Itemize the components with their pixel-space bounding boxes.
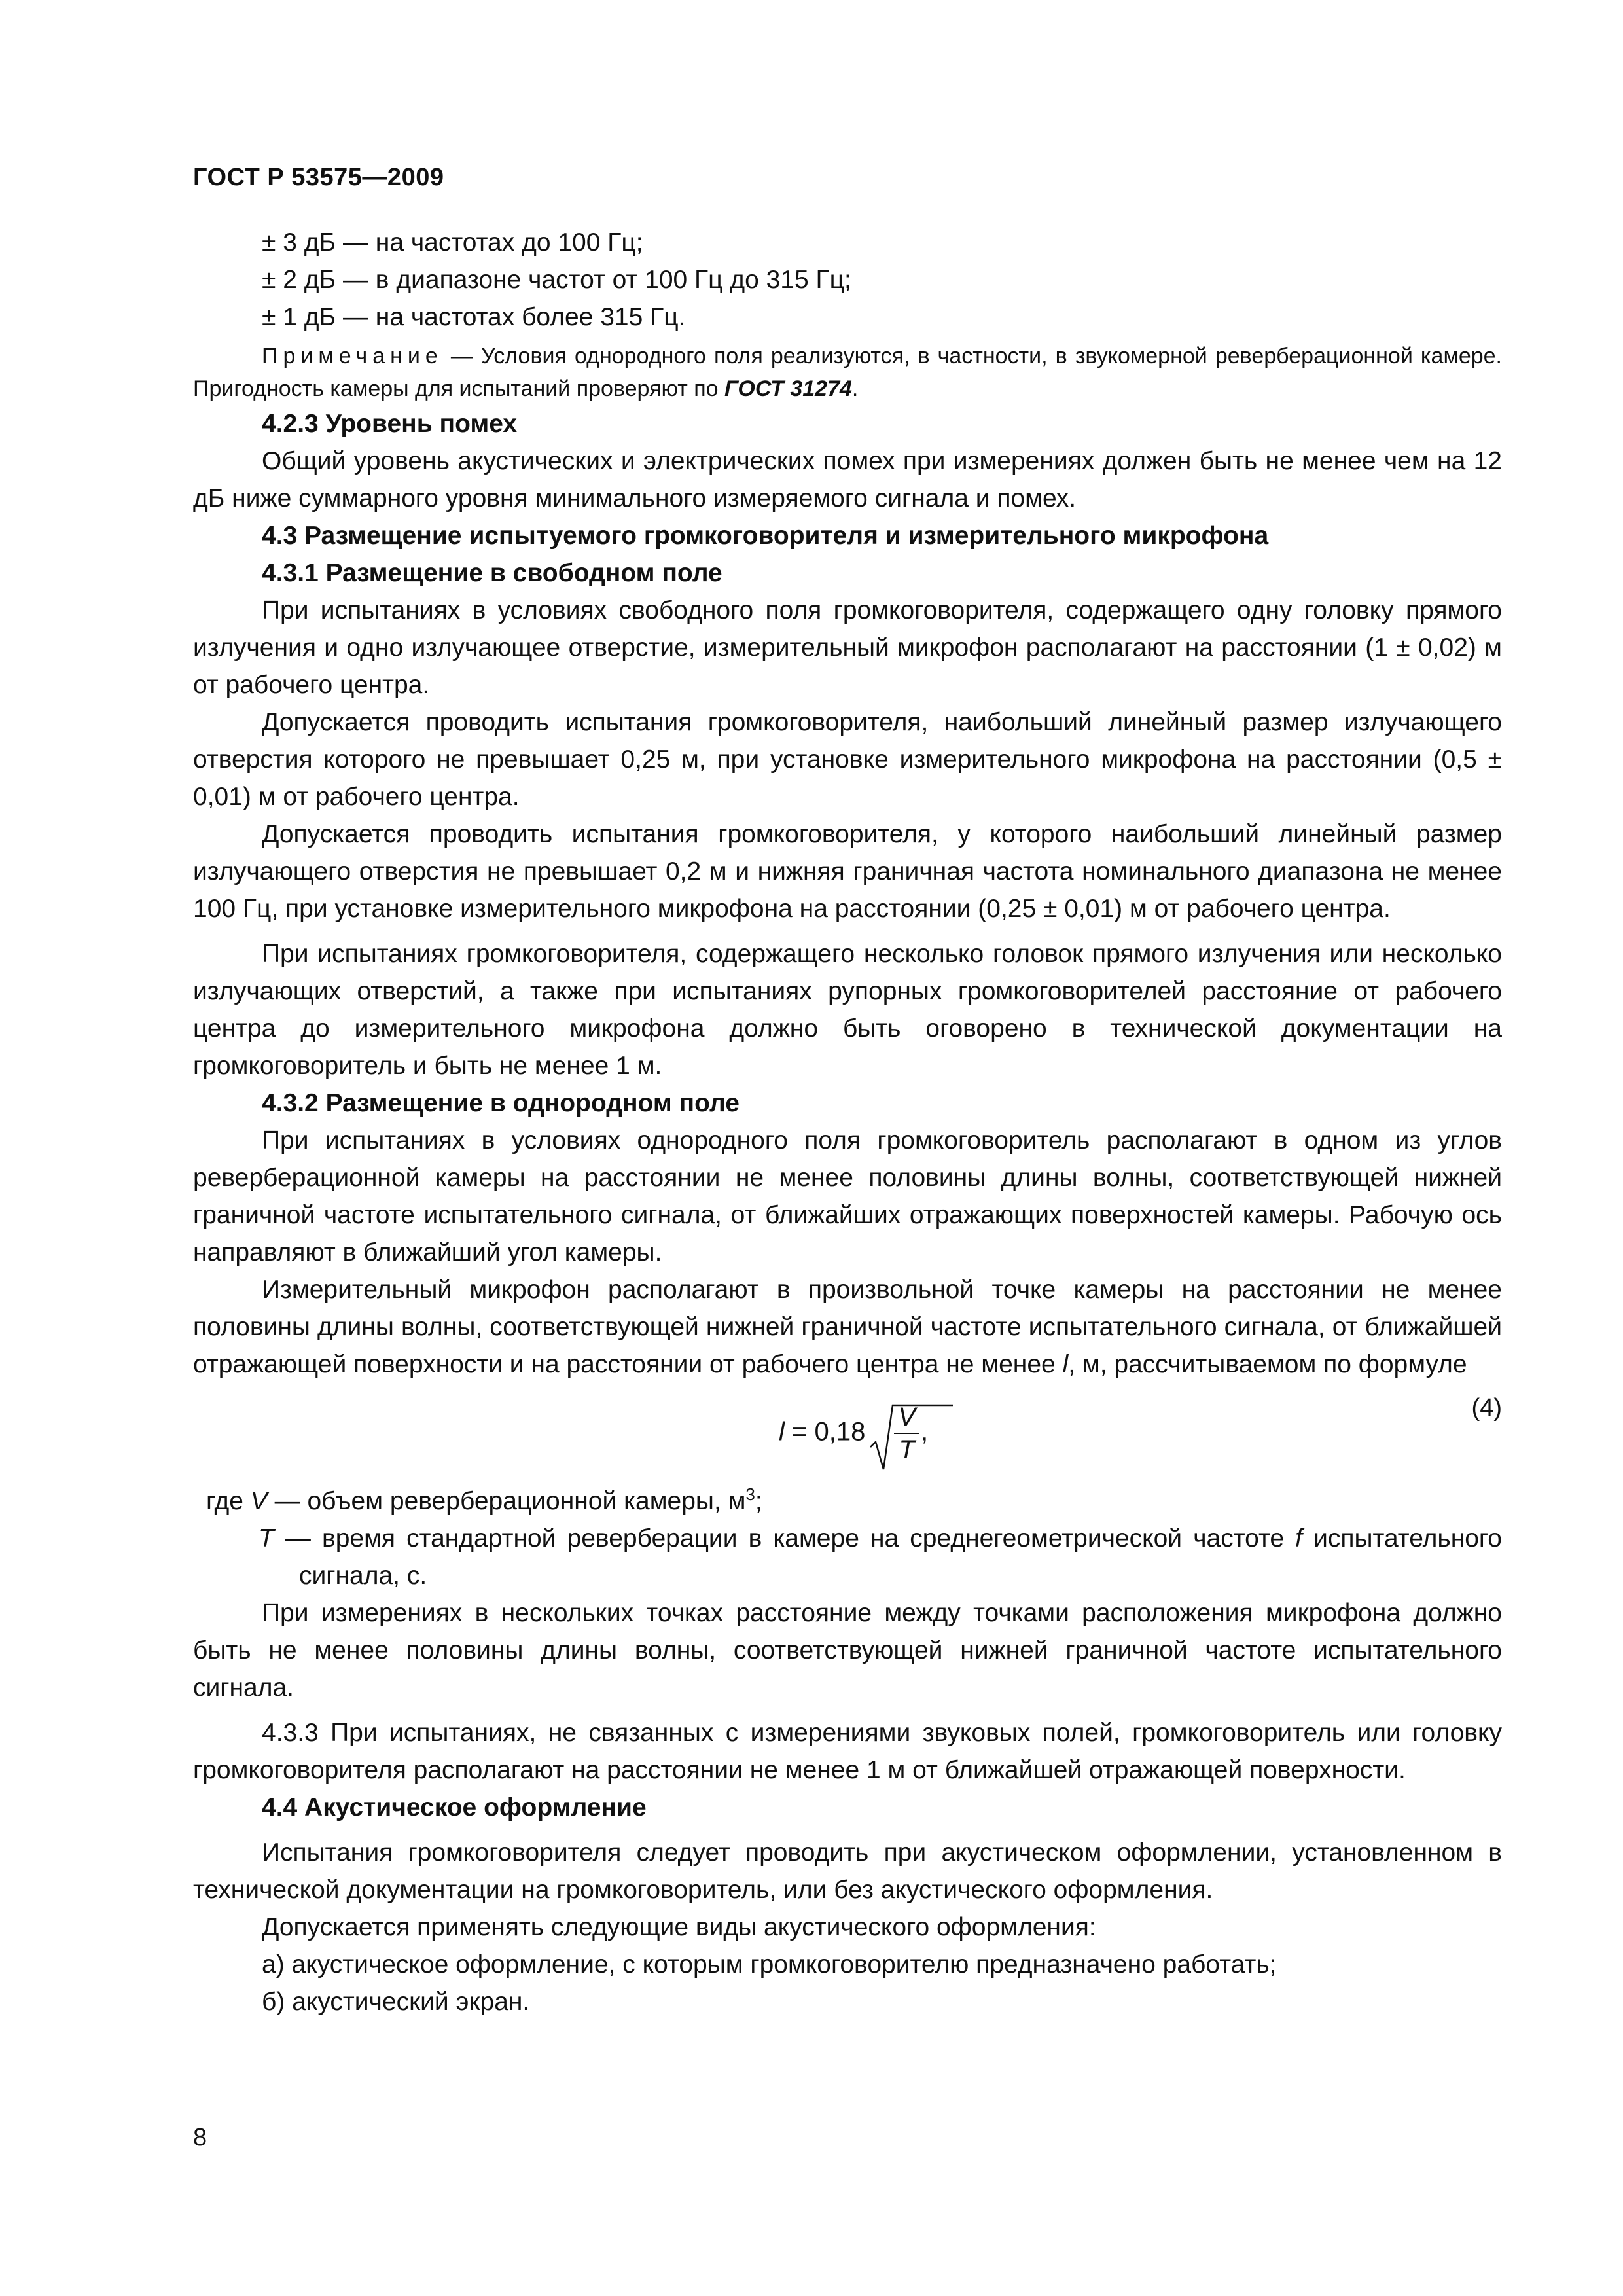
paragraph: 4.3.3 При испытаниях, не связанных с измерениями звуковых полей, громкоговоритель или головку громкоговорителя располагают на расстоянии не менее 1 м от ближайшей отражающей поверхности. [193, 1719, 1502, 1784]
where-prefix: где [206, 1487, 251, 1515]
formula-number: (4) [1471, 1394, 1502, 1422]
fraction-denominator: T [899, 1435, 915, 1464]
variable-l: l [1062, 1350, 1069, 1378]
fraction-numerator: V [894, 1401, 919, 1434]
where-text: — время стандартной реверберации в камере на среднегеометрической частоте [274, 1524, 1296, 1552]
tolerance-line: ± 3 дБ — на частотах до 100 Гц; [262, 228, 643, 257]
section-heading-4-2-3: 4.2.3 Уровень помех [262, 410, 518, 438]
variable-t: T [259, 1524, 274, 1552]
formula-expression [779, 1401, 928, 1465]
paragraph: При испытаниях громкоговорителя, содержащего несколько головок прямого излучения или несколько излучающих отверстий, а также при испытаниях рупорных громкоговорителей расстояние от рабочего центра до измерительного микрофона должно быть оговорено в технической документации на громкоговоритель и быть не менее 1 м. [193, 940, 1502, 1080]
variable-f: f [1295, 1524, 1303, 1552]
note-label: Примечание [262, 344, 443, 368]
where-text-block [259, 1520, 1502, 1594]
section-heading-4-3-1: 4.3.1 Размещение в свободном поле [262, 559, 722, 587]
variable-v: V [250, 1487, 268, 1515]
section-heading-4-3-2: 4.3.2 Размещение в однородном поле [262, 1089, 740, 1117]
section-heading-4-3: 4.3 Размещение испытуемого громкоговорителя и измерительного микрофона [262, 522, 1269, 550]
where-text: испытательного сигнала, с. [299, 1524, 1502, 1590]
paragraph: Допускается проводить испытания громкоговорителя, наибольший линейный размер излучающего отверстия которого не превышает 0,25 м, при установке измерительного микрофона на расстоянии (0,5 ± 0,01) м от рабочего центра. [193, 708, 1502, 811]
document-body [193, 224, 1502, 2020]
tolerance-line: ± 2 дБ — в диапазоне частот от 100 Гц до 315 Гц; [262, 266, 851, 294]
where-text: — объем реверберационной камеры, м [267, 1487, 746, 1515]
tolerance-line: ± 1 дБ — на частотах более 315 Гц. [262, 303, 686, 331]
superscript: 3 [745, 1484, 755, 1504]
note-text: — Условия однородного поля реализуются, в частности, в звукомерной реверберационной камере. Пригодность камеры для испытаний проверяют по [193, 344, 1502, 401]
paragraph: При испытаниях в условиях свободного поля громкоговорителя, содержащего одну головку прямого излучения и одно излучающее отверстие, измерительный микрофон располагают на расстоянии (1 ± 0,02) м от рабочего центра. [193, 596, 1502, 699]
formula-tail: , [921, 1417, 929, 1446]
formula-coefficient: = 0,18 [784, 1417, 866, 1446]
formula-block [193, 1390, 1502, 1475]
where-line-v [193, 1482, 1502, 1520]
note-paragraph [193, 340, 1502, 405]
note-end: . [851, 376, 859, 401]
paragraph: Допускается проводить испытания громкоговорителя, у которого наибольший линейный размер излучающего отверстия не превышает 0,2 м и нижняя граничная частота номинального диапазона не менее 100 Гц, при установке измерительного микрофона на расстоянии (0,25 ± 0,01) м от рабочего центра. [193, 820, 1502, 923]
where-end: ; [755, 1487, 762, 1515]
note-reference: ГОСТ 31274 [724, 376, 852, 401]
list-item: б) акустический экран. [262, 1988, 530, 2016]
paragraph-text: , м, рассчитываемом по формуле [1068, 1350, 1467, 1378]
document-id-header: ГОСТ Р 53575—2009 [193, 164, 444, 191]
paragraph: Испытания громкоговорителя следует проводить при акустическом оформлении, установленном в технической документации на громкоговоритель, или без акустического оформления. [193, 1839, 1502, 1904]
paragraph: Допускается применять следующие виды акустического оформления: [262, 1913, 1096, 1941]
paragraph-text: Измерительный микрофон располагают в произвольной точке камеры на расстоянии не менее половины длины волны, соответствующей нижней граничной частоте испытательного сигнала, от ближайшей отражающей поверхности и на расстоянии от рабочего центра не менее [193, 1276, 1502, 1378]
paragraph: Общий уровень акустических и электрических помех при измерениях должен быть не менее чем на 12 дБ ниже суммарного уровня минимального измеряемого сигнала и помех. [193, 447, 1502, 512]
section-heading-4-4: 4.4 Акустическое оформление [262, 1793, 647, 1821]
paragraph: При измерениях в нескольких точках расстояние между точками расположения микрофона должно быть не менее половины длины волны, соответствующей нижней граничной частоте испытательного сигнала. [193, 1599, 1502, 1702]
page-number: 8 [193, 2124, 207, 2151]
paragraph [193, 1271, 1502, 1383]
where-line-t [193, 1520, 1502, 1594]
square-root [869, 1401, 921, 1465]
radical-sign-icon [869, 1401, 954, 1473]
list-item: а) акустическое оформление, с которым громкоговорителю предназначено работать; [262, 1950, 1277, 1979]
formula-lhs: l [779, 1417, 785, 1446]
paragraph: При испытаниях в условиях однородного поля громкоговоритель располагают в одном из углов реверберационной камеры на расстоянии не менее половины длины волны, соответствующей нижней граничной частоте испытательного сигнала, от ближайших отражающих поверхностей камеры. Рабочую ось направляют в ближайший угол камеры. [193, 1126, 1502, 1266]
